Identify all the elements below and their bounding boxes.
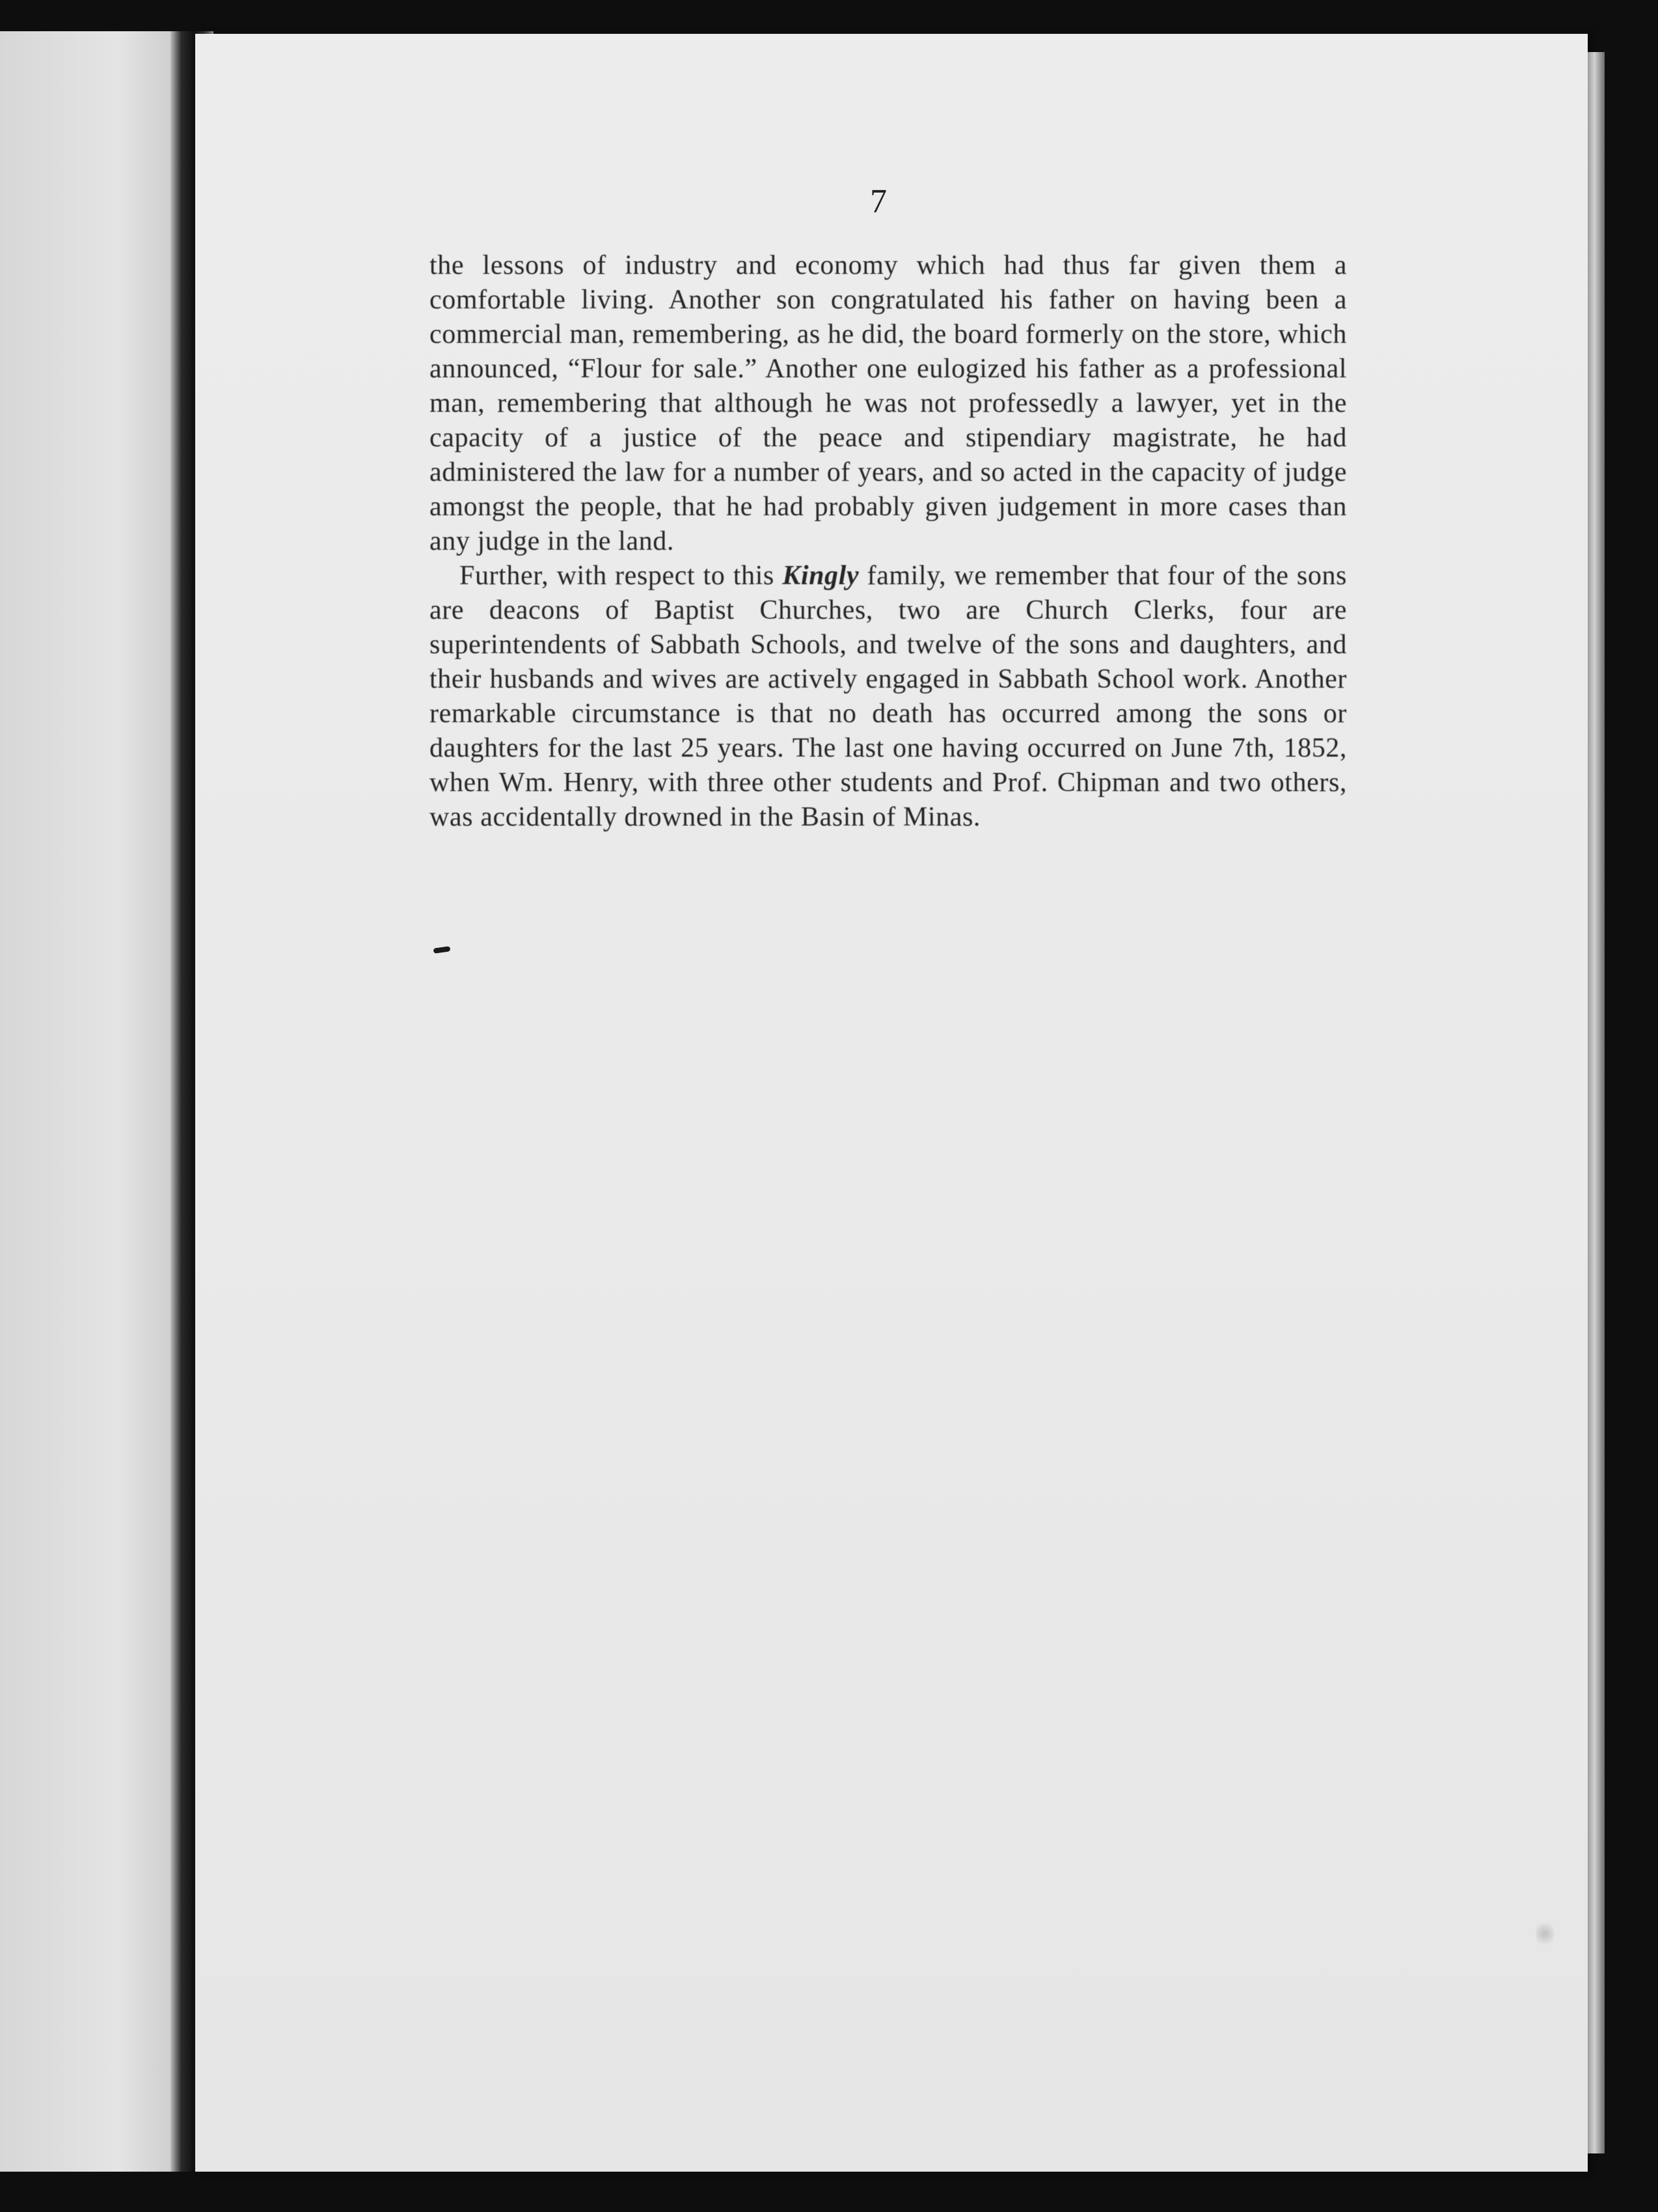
paragraph-text: family, we remember that four of the sons are deacons of Baptist Churches, two are Church Clerks, four are superintendents of Sabbath Schools, and twelve of the sons and daughters, and their husbands and wives are actively engaged in Sabbath School work. Another remarkable circumstance is that no death has occurred among the sons or daughters for the last 25 years. The last one having occurred on June 7th, 1852, when Wm. Henry, with three other students and Prof. Chipman and two others, was accidentally drowned in the Basin of Minas. bbox=[429, 561, 1347, 832]
family-name: Kingly bbox=[782, 561, 860, 591]
left-facing-page bbox=[0, 31, 170, 2172]
page-stack-edge bbox=[1588, 52, 1605, 2153]
body-text bbox=[429, 249, 1347, 835]
paragraph bbox=[429, 559, 1347, 835]
page-smudge bbox=[1536, 1919, 1554, 1948]
paragraph: the lessons of industry and economy which had thus far given them a comfortable living. Another son congratulated his father on having been a commercial man, remembering, as he did, the board formerly on the store, which announced, “Flour for sale.” Another one eulogized his father as a professional man, remembering that although he was not professedly a lawyer, yet in the capacity of a justice of the peace and stipendiary magistrate, he had administered the law for a number of years, and so acted in the capacity of judge amongst the people, that he had probably given judgement in more cases than any judge in the land. bbox=[429, 250, 1347, 556]
paragraph-text: Further, with respect to this bbox=[459, 561, 783, 591]
page-number: 7 bbox=[870, 183, 887, 220]
